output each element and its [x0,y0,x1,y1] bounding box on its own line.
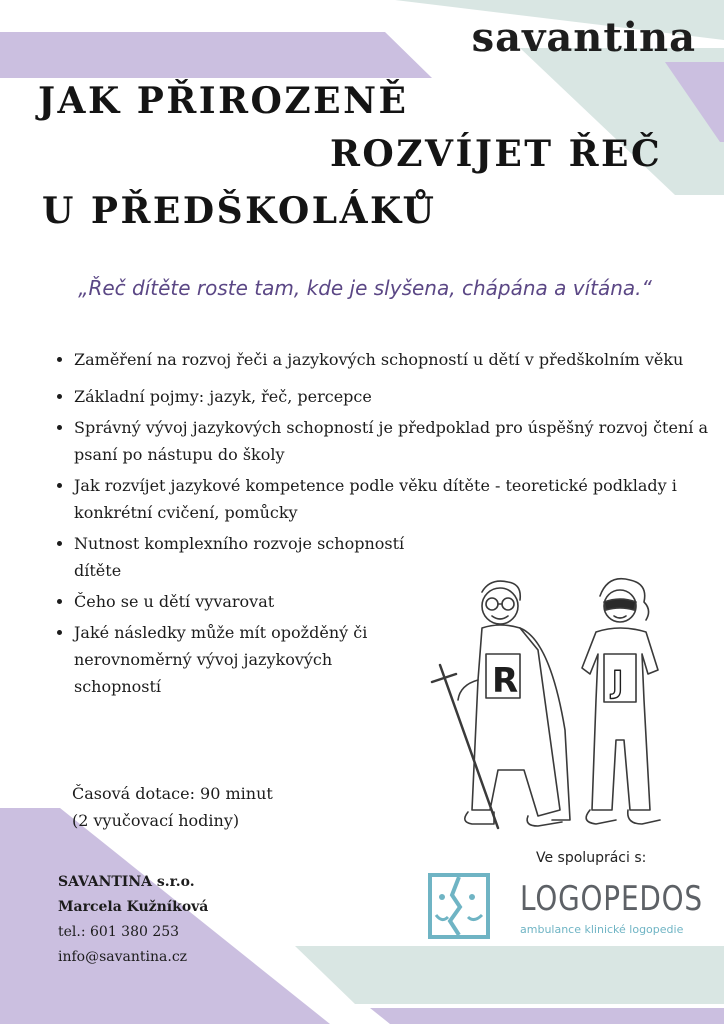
superhero-kids-illustration [420,570,700,835]
contact-block [58,870,208,970]
contact-phone: tel.: 601 380 253 [58,924,180,940]
time-duration: Časová dotace: 90 minut [72,784,273,803]
logopedos-logo [428,873,703,941]
girl-figure [582,579,660,824]
contact-email: info@savantina.cz [58,949,188,965]
stripe-bottom-lavender [370,1008,724,1024]
title-line-3: U PŘEDŠKOLÁKŮ [42,190,437,232]
boy-letter: R [492,661,519,701]
title-line-1: JAK PŘIROZENĚ [38,80,409,122]
title-line-2: ROZVÍJET ŘEČ [330,133,663,175]
stripe-bottom-mint [295,946,724,1004]
partner-name: LOGOPEDOS [520,879,703,919]
list-item: • Základní pojmy: jazyk, řeč, percepce [74,383,724,410]
list-item: • Jaké následky může mít opožděný či nerovnoměrný vývoj jazykových schopností [74,619,414,700]
partner-label: Ve spolupráci s: [536,850,647,866]
list-item: • Čeho se u dětí vyvarovat [74,588,414,615]
girl-letter: J [612,665,624,700]
boy-figure [432,581,570,828]
partner-subtitle: ambulance klinické logopedie [520,923,684,936]
motto-quote: „Řeč dítěte roste tam, kde je slyšena, chápána a vítána.“ [78,276,652,300]
faces-icon [428,873,490,939]
contact-company: SAVANTINA s.r.o. [58,874,195,890]
brand-wordmark: savantina [471,14,696,61]
contact-person: Marcela Kužníková [58,899,209,915]
list-item: • Zaměření na rozvoj řeči a jazykových schopností u dětí v předškolním věku [74,346,724,373]
list-item: • Správný vývoj jazykových schopností je předpoklad pro úspěšný rozvoj čtení a psaní po nástupu do školy [74,414,724,468]
list-item: • Jak rozvíjet jazykové kompetence podle věku dítěte - teoretické podklady i konkrétní cvičení, pomůcky [74,472,724,526]
time-lessons: (2 vyučovací hodiny) [72,811,240,830]
time-allocation [72,780,273,834]
stripe-top-lavender [0,32,432,78]
list-item: • Nutnost komplexního rozvoje schopností dítěte [74,530,414,584]
